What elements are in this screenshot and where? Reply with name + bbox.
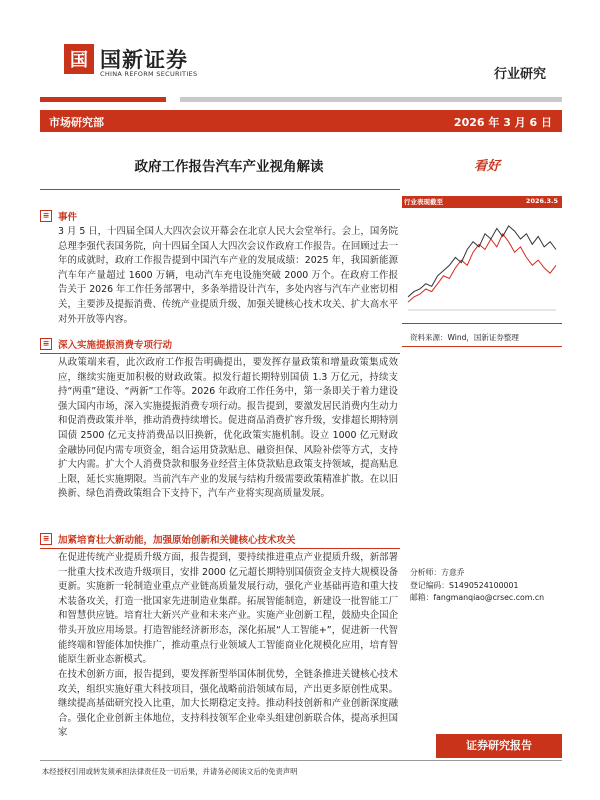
footer-divider [40,760,562,761]
chart-header [402,196,562,208]
section-heading-consumption: ≡ 深入实施提振消费专项行动 [40,337,400,354]
section-banner [40,110,562,132]
paragraph: 在技术创新方面，报告提到，要发挥新型举国体制优势，全链条推进关键核心技术攻关，组织实施好重大科技项目，强化战略前沿领域布局，产出更多原创性成果。继续提高基础研究投入比重，加大长期稳定支持。推动科技创新和产业创新深度融合。强化企业创新主体地位，支持科技领军企业牵头组建创新联合体，提高承担国家 [58,669,398,739]
paragraph: 3 月 5 日，十四届全国人大四次会议开幕会在北京人民大会堂举行。会上，国务院总理李强代表国务院，向十四届全国人大四次会议作政府工作报告。在回顾过去一年的成就时，政府工作报告提到中国汽车产业的发展成绩：2025 年，我国新能源汽车年产量超过 1600 万辆，电动汽车充电设施突破 2000 万个。在政府工作报告关于 2026 年工作任务部署中，多条举措设计汽车，多处内容与汽车产业密切相关，主要涉及提振消费、传统产业提质升级、加强关键核心技术攻关、扩大高水平对外开放等内容。 [58,226,398,325]
section-heading-innovation: ≡ 加紧培育壮大新动能，加强原始创新和关键核心技术攻关 [40,532,400,549]
chart-date: 2026.3.5 [525,197,558,205]
chart-series-line-1 [408,226,556,297]
document-icon: ≡ [40,338,52,350]
analyst-info [410,567,544,605]
document-icon: ≡ [40,533,52,545]
header-bar-red [40,97,166,102]
source-divider [402,346,562,347]
chart-series-line-0 [408,234,556,302]
logo-english: CHINA REFORM SECURITIES [100,70,198,78]
logo-name: 国新证券 [100,48,188,72]
analyst-registration: 登记编码：S1490524100001 [410,580,519,590]
logo-mark: 国 [64,44,94,74]
rating: 看好 [474,159,501,174]
section-label: 市场研究部 [49,116,104,129]
disclaimer: 本经授权引用或转发须承担法律责任及一切后果，并请务必阅读文后的免责声明 [42,767,298,776]
paragraph: 从政策端来看，此次政府工作报告明确提出，要发挥存量政策和增量政策集成效应，继续实施更加积极的财政政策。拟发行超长期特别国债 1.3 万亿元，持续支持“两重”建设、“两新”工作等。2026 年政府工作任务中，第一条即关于着力建设强大国内市场，深入实施提振消费专项行动。报告提到，要激发居民消费内生动力和促消费政策并举，推动消费持续增长。促进商品消费扩容升级，安排超长期特别国债 2500 亿元支持消费品以旧换新，优化政策实施机制。设立 1000 亿元财政金融协同促内需专项资金，组合运用贷款贴息、融资担保、风险补偿等方式，支持扩大内需。扩大个人消费贷款和服务业经营主体贷款贴息政策支持领域，提高贴息上限，延长实施期限。当前汽车产业的发展与结构升级需要政策精准扩散。在以旧换新、绿色消费政策组合下支持下，汽车产业将实现高质量发展。 [58,357,398,500]
chart-divider [402,323,562,324]
section-heading-event: ≡ 事件 [40,209,110,223]
document-icon: ≡ [40,210,52,222]
report-date: 2026 年 3 月 6 日 [453,116,552,129]
analyst-name: 分析师：方意乔 [410,568,465,577]
title-divider [40,189,400,190]
chart-source: 资料来源：Wind，国新证券整理 [410,333,519,342]
chart-title: 行业表现截至 [404,198,443,206]
industry-performance-chart [402,210,562,320]
footer-tag: 证券研究报告 [436,734,562,758]
paragraph: 在促进传统产业提质升级方面，报告提到，要持续推进重点产业提质升级，新部署一批重大技术改造升级项目，安排 2000 亿元超长期特别国债资金支持大规模设备更新。实施新一轮制造业重点产业链高质量发展行动，强化产业基础再造和重大技术装备攻关，打造一批国家先进制造业集群。拓展智能制造，新建设一批智能工厂和智慧供应链。培育壮大新兴产业和未来产业。实施产业创新工程，鼓励央企国企带头开放应用场景。打造智能经济新形态，深化拓展“人工智能+”，促进新一代智能终端和智能体加快推广，推动重点行业领域人工智能商业化规模化应用，培育智能原生新业态新模式。 [58,552,398,666]
analyst-email[interactable]: 邮箱：fangmanqiao@crsec.com.cn [410,593,545,602]
report-title: 政府工作报告汽车产业视角解读 [134,159,324,175]
header-bar-grey [180,97,562,102]
report-type: 行业研究 [494,67,547,82]
